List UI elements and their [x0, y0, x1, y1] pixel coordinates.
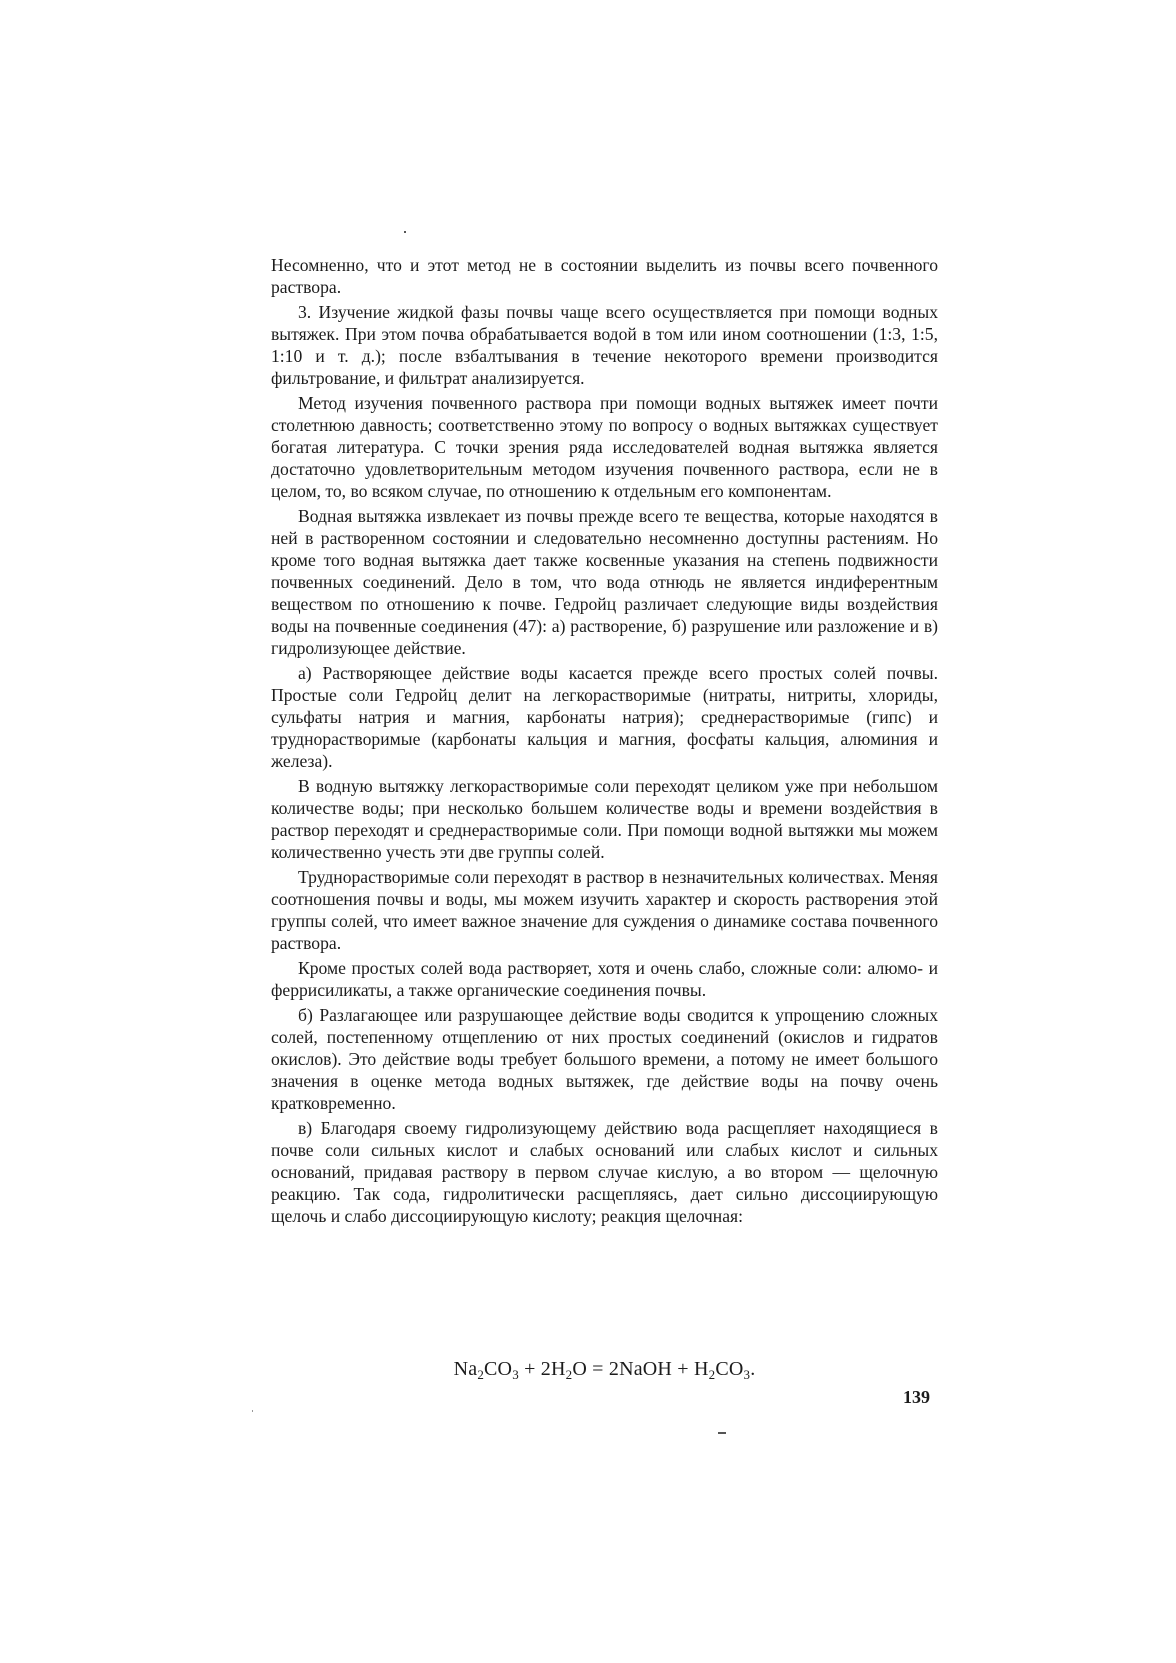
formula-subscript: 2 — [477, 1367, 485, 1382]
body-text — [271, 254, 938, 1227]
scan-speck — [404, 231, 406, 233]
paragraph: в) Благодаря своему гидролизующему действию вода расщепляет находящиеся в почве соли сильных кислот и слабых оснований или слабых кислот и сильных оснований, придавая раствору в первом случае кислую, а во втором — щелочную реакцию. Так сода, гидролитически расщепляясь, дает сильно диссоциирующую щелочь и слабо диссоциирующую кислоту; реакция щелочная: — [271, 1118, 938, 1226]
formula-subscript: 3 — [743, 1367, 751, 1382]
paragraph: Труднорастворимые соли переходят в раствор в незначительных количествах. Меняя соотношения почвы и воды, мы можем изучить характер и скорость растворения этой группы солей, что имеет важное значение для суждения о динамике состава почвенного раствора. — [271, 867, 938, 953]
formula-subscript: 2 — [565, 1367, 573, 1382]
formula-part: Na — [453, 1358, 478, 1380]
paragraph: а) Растворяющее действие воды касается прежде всего простых солей почвы. Простые соли Гедройц делит на легкорастворимые (нитраты, нитриты, хлориды, сульфаты натрия и магния, карбонаты натрия); среднерастворимые (гипс) и труднорастворимые (карбонаты кальция и магния, фосфаты кальция, алюминия и железа). — [271, 663, 938, 771]
paragraph: Метод изучения почвенного раствора при помощи водных вытяжек имеет почти столетнюю давность; соответственно этому по вопросу о водных вытяжках существует богатая литература. С точки зрения ряда исследователей водная вытяжка является достаточно удовлетворительным методом изучения почвенного раствора, если не в целом, то, во всяком случае, по отношению к отдельным его компонентам. — [271, 393, 938, 501]
formula-part: + 2H — [518, 1358, 566, 1380]
paragraph: В водную вытяжку легкорастворимые соли переходят целиком уже при небольшом количестве воды; при несколько большем количестве воды и времени воздействия в раствор переходят и среднерастворимые соли. При помощи водной вытяжки мы можем количественно учесть эти две группы солей. — [271, 776, 938, 862]
page-number: 139 — [903, 1387, 930, 1407]
paragraph: Несомненно, что и этот метод не в состоянии выделить из почвы всего почвенного раствора. — [271, 255, 938, 297]
formula-part: CO — [484, 1358, 513, 1380]
formula-subscript: 3 — [512, 1367, 519, 1382]
scan-speck — [718, 1432, 726, 1434]
formula-subscript: 2 — [708, 1367, 716, 1382]
scan-speck — [252, 1410, 253, 1412]
formula-part: . — [750, 1358, 756, 1380]
formula-part: O = 2NaOH + H — [572, 1358, 709, 1380]
paragraph: Водная вытяжка извлекает из почвы прежде всего те вещества, которые находятся в ней в растворенном состоянии и следовательно несомненно доступны растениям. Но кроме того водная вытяжка дает также косвенные указания на степень подвижности почвенных соединений. Дело в том, что вода отнюдь не является индиферентным веществом по отношению к почве. Гедройц различает следующие виды воздействия воды на почвенные соединения (47): а) растворение, б) разрушение или разложение и в) гидролизующее действие. — [271, 506, 938, 658]
chemical-equation — [271, 1356, 938, 1382]
formula-part: CO — [715, 1358, 744, 1380]
paragraph: б) Разлагающее или разрушающее действие воды сводится к упрощению сложных солей, постепенному отщеплению от них простых соединений (окислов и гидратов окислов). Это действие воды требует большого времени, а потому не имеет большого значения в оценке метода водных вытяжек, где действие воды на почву очень кратковременно. — [271, 1005, 938, 1113]
paragraph: 3. Изучение жидкой фазы почвы чаще всего осуществляется при помощи водных вытяжек. При этом почва обрабатывается водой в том или ином соотношении (1:3, 1:5, 1:10 и т. д.); после взбалтывания в течение некоторого времени производится фильтрование, и фильтрат анализируется. — [271, 302, 938, 388]
paragraph: Кроме простых солей вода растворяет, хотя и очень слабо, сложные соли: алюмо- и феррисиликаты, а также органические соединения почвы. — [271, 958, 938, 1000]
